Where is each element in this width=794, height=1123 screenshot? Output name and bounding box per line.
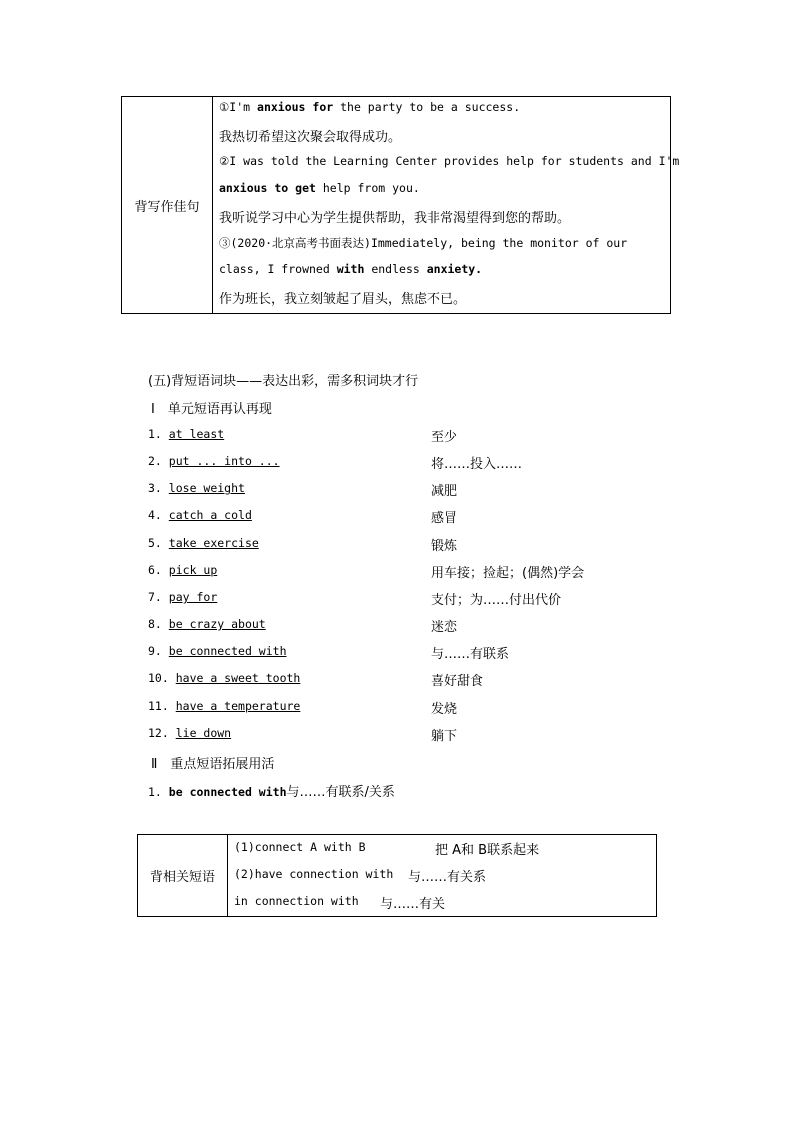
- sentence-line-3: ③(2020·北京高考书面表达)Immediately, being the monitor of our: [219, 236, 628, 250]
- sentence-line-2-cont: anxious to get help from you.: [219, 181, 420, 195]
- sentence-table-label: 背写作佳句: [122, 97, 213, 313]
- phrase-row: 9. be connected with 与……有联系: [148, 644, 510, 662]
- phrase-row: 2. put ... into ... 将……投入……: [148, 454, 523, 472]
- phrase-row: 7. pay for 支付；为……付出代价: [148, 590, 562, 608]
- sentence-translation-1: 我热切希望这次聚会取得成功。: [219, 130, 402, 145]
- related-phrase-label: 背相关短语: [138, 835, 228, 916]
- sentence-table: [121, 96, 680, 314]
- related-phrase-row: in connection with 与……有关: [234, 894, 446, 912]
- phrase-row: 8. be crazy about 迷恋: [148, 617, 458, 635]
- part-1-title: Ⅰ 单元短语再认再现: [151, 402, 272, 417]
- sentence-line-2: ②I was told the Learning Center provides help for students and I'm: [219, 154, 680, 168]
- section-5-title: (五)背短语词块——表达出彩，需多积词块才行: [148, 374, 419, 389]
- related-phrase-row: (1)connect A with B 把 A和 B联系起来: [234, 840, 540, 858]
- sentence-line-1: ①I'm anxious for the party to be a success.: [219, 100, 521, 114]
- related-phrase-table: [137, 834, 657, 917]
- key-phrase-item: 1. be connected with与……有联系/关系: [148, 785, 395, 800]
- phrase-row: 6. pick up 用车接；捡起；(偶然)学会: [148, 563, 585, 581]
- phrase-row: 1. at least 至少: [148, 427, 458, 445]
- phrase-row: 5. take exercise 锻炼: [148, 536, 458, 554]
- part-2-title: Ⅱ 重点短语拓展用活: [151, 757, 275, 772]
- phrase-row: 11. have a temperature 发烧: [148, 699, 458, 717]
- phrase-row: 12. lie down 躺下: [148, 726, 458, 744]
- phrase-row: 10. have a sweet tooth 喜好甜食: [148, 671, 484, 689]
- phrase-row: 3. lose weight 减肥: [148, 481, 458, 499]
- sentence-line-3-cont: class, I frowned with endless anxiety.: [219, 262, 483, 276]
- sentence-translation-3: 作为班长，我立刻皱起了眉头，焦虑不已。: [219, 292, 467, 307]
- sentence-translation-2: 我听说学习中心为学生提供帮助，我非常渴望得到您的帮助。: [219, 211, 571, 226]
- phrase-row: 4. catch a cold 感冒: [148, 508, 458, 526]
- related-phrase-row: (2)have connection with 与……有关系: [234, 867, 487, 885]
